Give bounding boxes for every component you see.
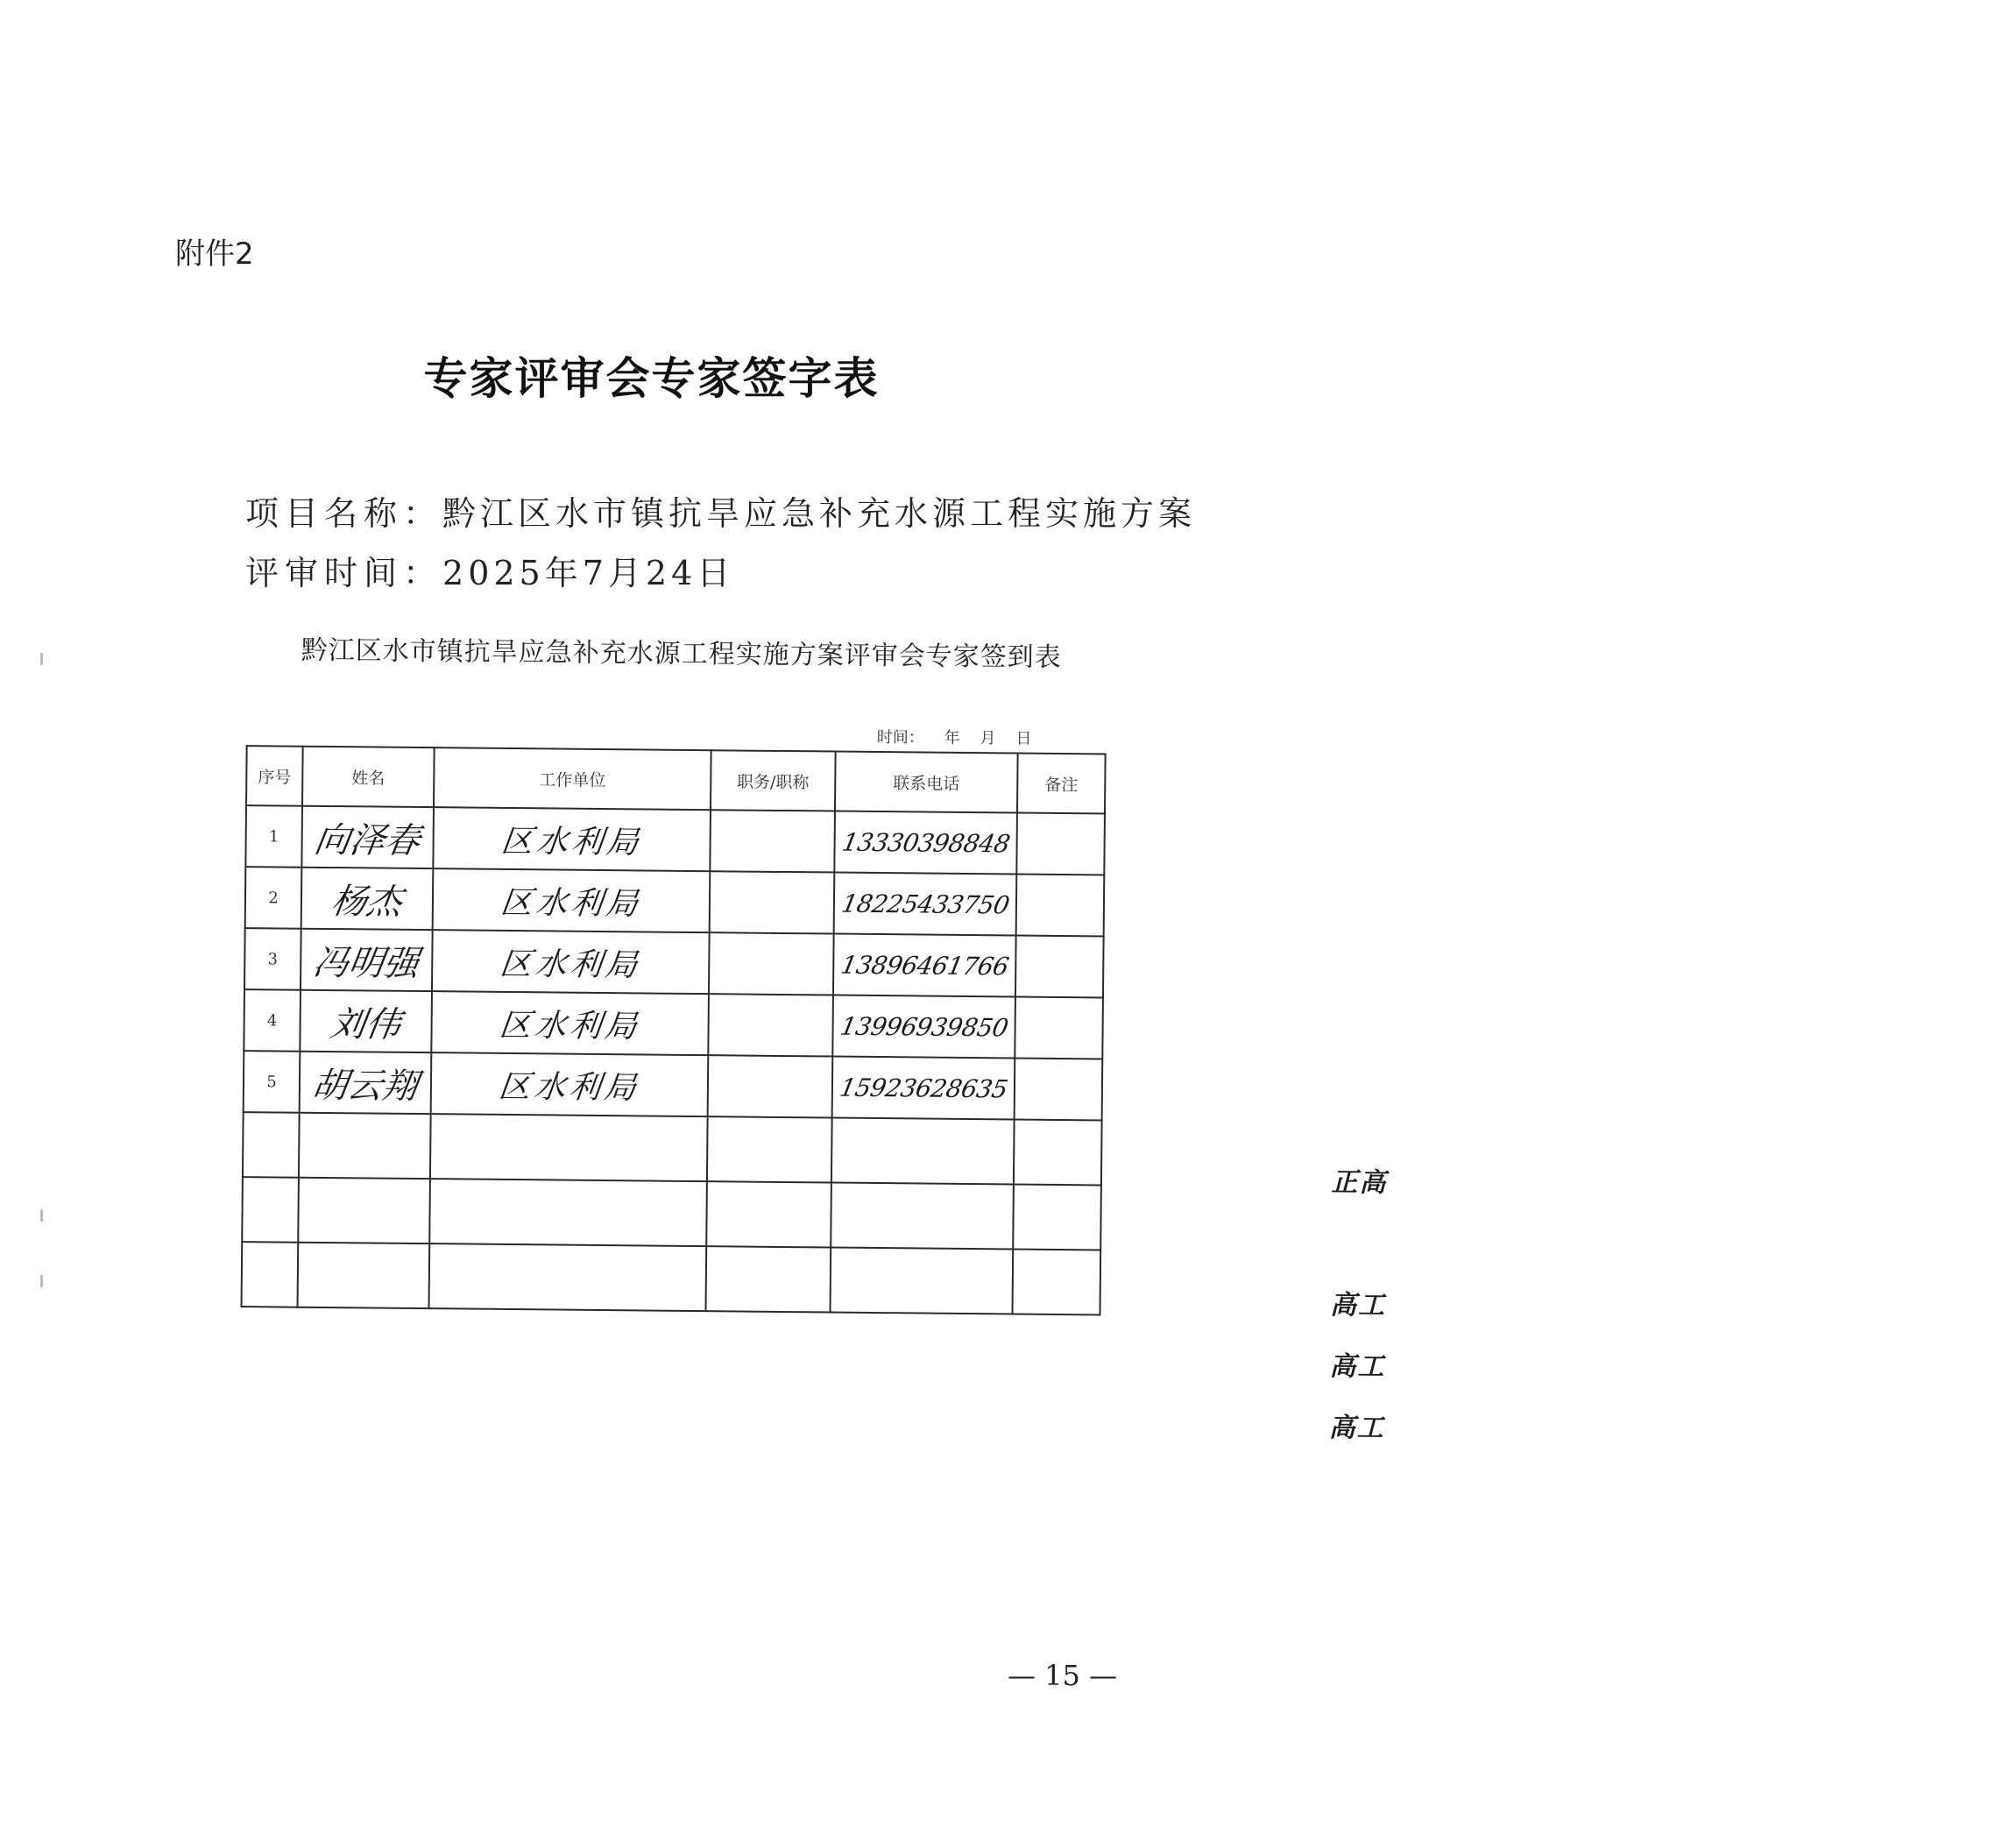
row-index-text: 3 [267, 950, 279, 969]
signature-unit [431, 1052, 709, 1116]
signature-name-text: 杨杰 [329, 881, 405, 923]
signature-title [710, 871, 835, 933]
remark-cell [1016, 813, 1105, 875]
signature-name-text: 冯明强 [310, 942, 422, 984]
row-index-text: 2 [268, 889, 279, 908]
signature-unit-text: 区水利局 [499, 884, 643, 922]
row-index-text: 1 [268, 827, 279, 847]
sign-table [241, 745, 1388, 1444]
signature-name-text: 胡云翔 [309, 1065, 421, 1107]
signature-phone [832, 995, 1015, 1059]
signature-phone [834, 873, 1017, 936]
sign-sheet-time [877, 725, 1032, 749]
row-index [244, 928, 301, 990]
row-index [245, 805, 302, 868]
signature-phone-text: 15923628635 [837, 1073, 1010, 1103]
signature-phone-text: 18225433750 [838, 889, 1012, 919]
empty-cell [299, 1113, 431, 1179]
review-date-value: 2025年7月24日 [442, 554, 735, 592]
empty-row [242, 1177, 1101, 1250]
signature-title-text: 正高 [1331, 1167, 1388, 1199]
empty-cell [1013, 1185, 1101, 1250]
scan-artifact [40, 1209, 43, 1222]
table-row [244, 928, 1104, 997]
header-remark: 备注 [1017, 754, 1106, 814]
signature-phone [834, 811, 1017, 875]
signature-name [301, 806, 434, 868]
table-header-row [246, 746, 1106, 813]
empty-cell [706, 1181, 831, 1247]
table-row [245, 805, 1105, 875]
empty-cell [243, 1112, 300, 1178]
row-index [244, 1051, 301, 1113]
page-title: 专家评审会专家签字表 [423, 352, 880, 404]
signature-phone-text: 13330398848 [839, 827, 1012, 858]
row-index-text: 4 [266, 1011, 278, 1031]
signature-title-text: 高工 [1328, 1412, 1385, 1444]
header-title: 职务/职称 [711, 750, 836, 811]
empty-cell [707, 1116, 832, 1182]
empty-cell [242, 1242, 299, 1307]
signature-unit [431, 991, 709, 1055]
signature-unit-text: 区水利局 [499, 823, 644, 861]
signature-phone-text: 13896461766 [838, 950, 1011, 981]
table-row [244, 989, 1103, 1059]
empty-cell [831, 1118, 1015, 1185]
empty-cell [242, 1177, 299, 1243]
time-day: 日 [1015, 729, 1032, 748]
signature-title-text: 高工 [1329, 1289, 1387, 1321]
remark-cell [1015, 1059, 1103, 1121]
signature-title-text: 高工 [1329, 1350, 1386, 1383]
empty-cell [429, 1179, 707, 1246]
review-date-line [245, 546, 734, 594]
scan-artifact [40, 653, 43, 665]
table-row [245, 867, 1105, 936]
project-label: 项目名称： [245, 494, 443, 533]
signature-name [300, 990, 432, 1052]
signature-unit [432, 930, 710, 994]
remark-cell [1015, 936, 1104, 998]
header-name: 姓名 [302, 747, 435, 807]
scan-artifact [40, 1275, 43, 1287]
header-phone: 联系电话 [835, 752, 1018, 813]
header-unit: 工作单位 [434, 747, 711, 810]
project-name: 黔江区水市镇抗旱应急补充水源工程实施方案 [442, 494, 1197, 533]
signature-unit-text: 区水利局 [497, 1007, 642, 1045]
signature-unit [433, 868, 711, 932]
empty-cell [429, 1243, 707, 1311]
attachment-label: 附件2 [175, 237, 254, 272]
signature-phone-text: 13996939850 [838, 1011, 1010, 1042]
signature-unit [433, 807, 711, 871]
header-index: 序号 [246, 746, 303, 806]
page-number: — 15 — [1008, 1659, 1118, 1692]
signature-phone [833, 934, 1016, 997]
empty-row [242, 1242, 1101, 1314]
signature-unit-text: 区水利局 [498, 946, 643, 983]
empty-cell [705, 1246, 831, 1312]
time-label: 时间： [876, 728, 924, 747]
review-date-label: 评审时间： [245, 554, 443, 592]
row-index-text: 5 [266, 1073, 277, 1092]
time-year: 年 [944, 728, 960, 747]
empty-cell [1012, 1250, 1100, 1315]
empty-cell [831, 1183, 1014, 1250]
sign-sheet-title: 黔江区水市镇抗旱应急补充水源工程实施方案评审会专家签到表 [301, 634, 1062, 674]
remark-cell [1016, 875, 1105, 937]
remark-cell [1015, 997, 1103, 1059]
table-row [244, 1051, 1103, 1120]
empty-cell [298, 1243, 430, 1308]
time-month: 月 [980, 729, 996, 748]
signature-name [301, 929, 433, 991]
project-line [245, 486, 1196, 535]
signature-phone [832, 1057, 1015, 1120]
signature-name-text: 刘伟 [327, 1003, 404, 1045]
empty-row [243, 1112, 1102, 1185]
row-index [245, 867, 302, 929]
row-index [244, 989, 301, 1052]
signature-name [301, 868, 434, 930]
signature-name [300, 1052, 432, 1114]
signature-name-text: 向泽春 [311, 819, 423, 861]
empty-cell [830, 1248, 1013, 1314]
empty-cell [430, 1114, 708, 1181]
empty-cell [1014, 1120, 1102, 1186]
signature-unit-text: 区水利局 [497, 1068, 641, 1106]
empty-cell [298, 1178, 430, 1243]
scanned-sign-sheet [232, 624, 1388, 1444]
